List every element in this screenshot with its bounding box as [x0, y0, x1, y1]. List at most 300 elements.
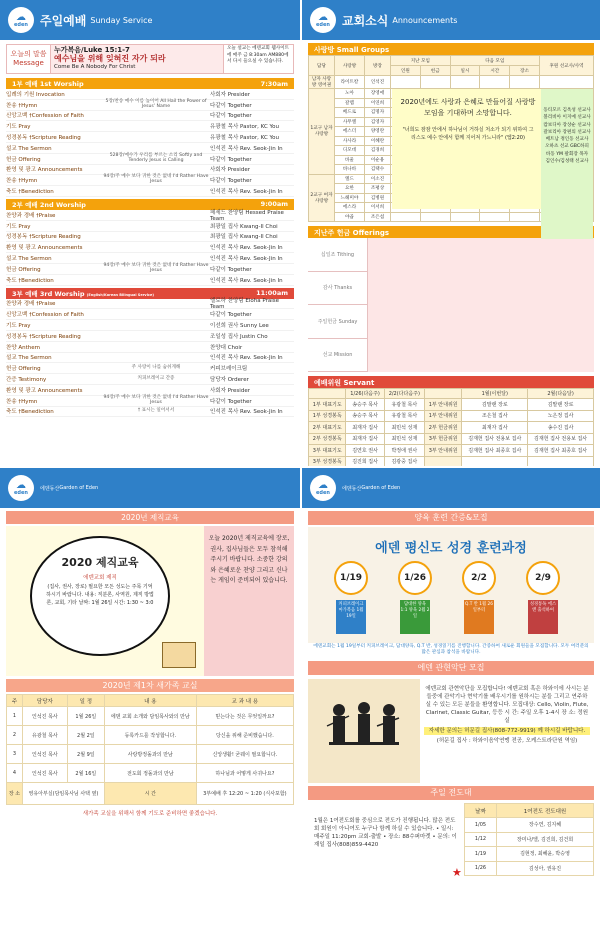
servant-row [309, 433, 594, 445]
schedule-cell: 당신을 위해 준비했습니다. [196, 726, 293, 745]
worship-order-row [6, 100, 294, 111]
worship-order-row [6, 221, 294, 232]
group-name: 디모데 [335, 146, 365, 156]
date-circle-2: 1/26 [398, 561, 432, 595]
sermon-title-ko: 예수님을 위해 잊혀진 자가 되라 [54, 53, 166, 63]
servant-cell: 김말랜 장로 [462, 399, 528, 411]
servant-cell: 박정애 권사 [384, 445, 424, 457]
evangelism-row [465, 818, 594, 833]
servant-cell: 유광철 목사 [384, 399, 424, 411]
offerings-amount-area [368, 238, 594, 372]
group-cell [391, 76, 421, 89]
order-item: 성경봉독 †Scripture Reading [6, 333, 81, 340]
schedule-cell: 인석진 목사 [23, 707, 68, 726]
order-leader: 인석진 목사 Rev. Seok-Jin In [210, 145, 283, 152]
group-host: 이연희 [365, 98, 391, 108]
eden-logo: ☁ eden [310, 7, 336, 33]
order-leader: 인석진 목사 Rev. Seok-Jin In [210, 189, 283, 196]
group-cell [420, 212, 450, 222]
sg-col-host: 방장 [365, 56, 391, 76]
evangelism-bar: 주일 전도대 [308, 786, 594, 800]
sg-sub-date: 일시 [450, 66, 480, 76]
sg-col-group: 사랑방 [335, 56, 365, 76]
sunday-service-title-ko: 주일예배 [40, 13, 87, 28]
schedule-cell: 2월 2일 [67, 726, 104, 745]
worship-order-row [6, 264, 294, 275]
order-item: 기도 Pray [6, 223, 31, 230]
servant-cell: 김진희 집사 [346, 456, 384, 466]
sg-col-mission: 후원 선교사/사역 [540, 56, 594, 76]
schedule-cell: 유광철 목사 [23, 726, 68, 745]
order-leader: 다같이 Together [210, 113, 252, 120]
order-hymn: 94장/주 예수 보다 귀한 것은 없네 I'd Rather Have Jesus [103, 263, 209, 273]
order-item: 간증 Testimony [6, 377, 47, 384]
sunday-service-title-en: Sunday Service [90, 15, 153, 25]
group-cell [510, 212, 540, 222]
garden-title-en: Garden of Eden [361, 485, 401, 491]
garden-of-eden-panel-right [302, 468, 600, 927]
order-hymn: 528장/예수가 우리를 부르는 소리 Softly and Tenderly Jesus is Calling [109, 152, 203, 163]
date-circle-3: 2/2 [462, 561, 496, 595]
servant-row [309, 410, 594, 422]
evan-col-members: 1여전도 전도대원 [497, 804, 594, 818]
servant-cell: 최민석 성재 [384, 433, 424, 445]
announcements-title-ko: 교회소식 [342, 13, 389, 28]
group-english: 남자 사랑방 영어권 [309, 76, 335, 89]
group-name: 바나바 [335, 165, 365, 175]
order-hymn: 커피브레이크 간증 [137, 375, 175, 381]
group-name: 야곱 [335, 212, 365, 222]
offering-sunday: 주일헌금 Sunday [308, 305, 367, 339]
order-hymn: 94장/주 예수 보다 귀한 것은 없네 I'd Rather Have Jesus [103, 394, 209, 405]
worship-order-row [6, 242, 294, 253]
training-title: 2020 제직교육 [61, 556, 139, 569]
group-name: 느헤미야 [335, 193, 365, 203]
servant-row [309, 422, 594, 434]
evangelism-cell: 장미나/엘, 김진희, 김건희 [497, 832, 594, 847]
servant-cell: 최재자 집사 [346, 422, 384, 434]
worship-order-row [6, 232, 294, 243]
group-name: 베드로 [335, 108, 365, 118]
orchestra-recruit [308, 679, 594, 783]
worship-order-row [6, 407, 294, 418]
order-item: 입례의 기원 Invocation [6, 91, 65, 98]
order-item: 축도 †Benediction [6, 277, 54, 284]
order-item: 환영 및 광고 Announcements [6, 245, 83, 252]
bible-training-title: 에덴 평신도 성경 훈련과정 [375, 541, 527, 556]
schedule-cell: 인석진 목사 [23, 764, 68, 783]
schedule-cell: 2월 9일 [67, 745, 104, 764]
evangelism-row [465, 847, 594, 862]
sg-col-last: 지난 모임 [391, 56, 451, 66]
verse-reference: 누가복음/Luke 15:1-7 [54, 46, 130, 54]
offering-thanks: 감사 Thanks [308, 272, 367, 306]
servant-cell: 3부 헌금위원 [424, 433, 461, 445]
group-name: 갈렙 [335, 98, 365, 108]
worship-order-row [6, 363, 294, 374]
servant-cell: 3부 대표기도 [309, 445, 346, 457]
order-item: 기도 Pray [6, 124, 31, 131]
worship-order-row [6, 320, 294, 331]
announcements-header [302, 0, 600, 40]
servant-cell: 송승주 목사 [346, 399, 384, 411]
schedule-cell: 믿는다는 것은 무엇일까요? [196, 707, 293, 726]
worship-3-subtitle: (English/Korean Bilingual Service) [86, 292, 154, 297]
schedule-cell: 전도회 정돌과의 만남 [104, 764, 196, 783]
worship-order-row [6, 309, 294, 320]
sg-sub-offering: 헌금 [420, 66, 450, 76]
servant-cell: 최재자 집사 [462, 422, 528, 434]
servant-cell: 김재헌 집사 최종호 집사 [528, 445, 594, 457]
sermon-replay-note: 오늘 설교는 에덴교회 웹사이트에 매주 금 8:30am AM880에서 다시 들으실 수 있습니다. [223, 45, 293, 73]
evangelism-team [308, 803, 594, 907]
servant-cell: 3부 안내위원 [424, 445, 461, 457]
order-item: 찬송 †Hymn [6, 178, 38, 185]
order-leader: 인석진 목사 Rev. Seok-Jin In [210, 256, 283, 263]
star-icon: ★ [452, 866, 462, 879]
training-invitation: 오늘 2020년 제직교육에 장로, 권사, 집사님들은 모두 참석해 주시기 바랍니다. 소중한 강의와 은혜로운 찬양 그리고 신나는 게임이 준비되어 있습니다. [204, 526, 294, 676]
sg-col-next: 다음 모임 [450, 56, 539, 66]
servant-cell: 최민석 성재 [384, 422, 424, 434]
order-item: 신앙고백 †Confession of Faith [6, 113, 84, 120]
worship-order-row [6, 121, 294, 132]
offering-tithing: 십일조 Tithing [308, 238, 367, 272]
group-name: 사무엘 [335, 117, 365, 127]
order-item: 찬양과 경배 †Praise [6, 212, 56, 219]
speech-bubble [30, 536, 170, 656]
schedule-row [7, 745, 294, 764]
today-message [6, 44, 294, 74]
small-groups-message [392, 89, 544, 209]
class-place: 영유아부실(담임목사님 사택 옆) [23, 783, 105, 805]
schedule-cell: 신앙생활! 굳웨이 필요합니다. [196, 745, 293, 764]
schedule-cell: 에덴 교회 소개와 담임목사와의 만남 [104, 707, 196, 726]
order-item: 성경봉독 †Scripture Reading [6, 234, 81, 241]
bible-training-banner [308, 527, 594, 643]
worship-order-row [6, 299, 294, 310]
order-leader: 유광철 목사 Pastor, KC You [210, 135, 280, 142]
group-host: 이순용 [365, 155, 391, 165]
servant-cell: 김재헌 집사 최종호 집사 [462, 445, 528, 457]
worship-order-row [6, 186, 294, 197]
evan-col-date: 날짜 [465, 804, 497, 818]
garden-of-eden-panel-left [0, 468, 300, 927]
order-item: 설교 The Sermon [6, 256, 52, 263]
date-circle-1: 1/19 [334, 561, 368, 595]
servant-cell: 노은정 집사 [528, 410, 594, 422]
sermon-title-en: Come Be A Nobody For Christ [54, 64, 136, 70]
new-family-schedule [6, 694, 294, 805]
worship-order-row [6, 396, 294, 407]
servant-cell: 송승주 목사 [346, 410, 384, 422]
date-circle-4: 2/9 [526, 561, 560, 595]
program-box-3: Q.T 반 1월 26일부터 [464, 600, 494, 634]
garden-title-ko: 에덴동산 [40, 485, 60, 492]
servant-col [424, 389, 461, 399]
orchestra-footnote: (허문길 집사 : 하와이음악연맹 전공, 오케스트라단원 역임) [436, 738, 578, 744]
officer-training-bar: 2020년 제직교육 [6, 511, 294, 524]
servant-col: 1월(이번달) [462, 389, 528, 399]
schedule-cell: 4 [7, 764, 23, 783]
class-time: 3부예배 후 12:20 ~ 1:20 (식사포함) [196, 783, 293, 805]
schedule-row [7, 707, 294, 726]
evangelism-cell: 1/19 [465, 847, 497, 862]
sg-sub-time: 시간 [480, 66, 510, 76]
group-host: 이서희 [365, 203, 391, 213]
group-host: 김택수 [365, 165, 391, 175]
servant-cell: 김재헌 집사 전용보 집사 [462, 433, 528, 445]
announcements-title-en: Announcements [392, 15, 458, 25]
order-item: 축도 †Benediction [6, 189, 54, 196]
schedule-cell: 인석진 목사 [23, 745, 68, 764]
worship-order-row [6, 132, 294, 143]
group-cell [391, 212, 421, 222]
evangelism-cell: 1/12 [465, 832, 497, 847]
small-groups-title: 사랑방 Small Groups [308, 43, 594, 55]
servant-cell: 김말랜 장로 [528, 399, 594, 411]
servant-cell: 송수진 집사 [528, 422, 594, 434]
servant-row [309, 456, 594, 466]
order-leader: 이선희 권사 Sunny Lee [210, 323, 269, 330]
order-leader: 인석진 목사 Rev. Seok-Jin In [210, 355, 283, 362]
worship-3-order [0, 299, 300, 418]
message-label-ko: 오늘의 말씀 [10, 50, 47, 58]
servant-col: 1/26(다음주) [346, 389, 384, 399]
garden-title-ko: 에덴동산 [342, 485, 362, 492]
place-label: 장 소 [7, 783, 23, 805]
servant-row [309, 445, 594, 457]
order-item: 축도 †Benediction [6, 409, 54, 416]
announcements-panel [302, 0, 600, 466]
servant-col: 2월(다음달) [528, 389, 594, 399]
order-item: 찬송 †Hymn [6, 102, 38, 109]
garden-header-left [0, 468, 300, 508]
worship-order-row [6, 210, 294, 221]
worship-2-title: 2부 예배 2nd Worship [12, 200, 86, 209]
group-host: 조은섭 [365, 212, 391, 222]
group-name: 엘드 [335, 174, 365, 184]
evangelism-row [465, 861, 594, 876]
servant-cell: 1부 성경봉독 [309, 410, 346, 422]
order-hymn: 5장/찬송 예수 이름 높이어 All Hail the Power of Jesus' Name [105, 98, 207, 109]
group-cell [510, 76, 540, 89]
eden-logo: ☁ eden [8, 475, 34, 501]
schedule-col: 주 [7, 695, 23, 707]
worship-order-row [6, 111, 294, 122]
small-groups-hope: 2020년에도 사랑과 은혜로 만들어질 사랑방 모임을 기대하며 소망합니다. [400, 98, 536, 117]
servant-cell [462, 456, 528, 466]
servant-cell: 김광중 집사 [384, 456, 424, 466]
order-item: 신앙고백 †Confession of Faith [6, 312, 84, 319]
group-host: 장영애 [365, 89, 391, 99]
servant-cell: 유광철 목사 [384, 410, 424, 422]
order-item: 헌금 Offering [6, 266, 41, 273]
sunday-service-header [0, 0, 300, 40]
worship-order-row [6, 331, 294, 342]
servant-cell: 1부 안내위원 [424, 399, 461, 411]
servant-cell [528, 456, 594, 466]
new-family-class-bar: 2020년 제1차 새가족 교실 [6, 679, 294, 692]
group-host: 김영자 [365, 117, 391, 127]
order-item: 환영 및 광고 Announcements [6, 167, 83, 174]
servant-row [309, 399, 594, 411]
worship-2-order [0, 210, 300, 286]
training-body: (집사, 권사, 장로) 필요한 모든 성도는 주목 기억하시기 바랍니다. 내용: 직분론, 사역원, 제직 방법론, 교회, 기타 날짜: 1월 26일 시간: 1:30 ~ 3:0 [46, 584, 154, 606]
schedule-cell: 1 [7, 707, 23, 726]
worship-1-time: 7:30am [260, 79, 288, 88]
schedule-cell: 2 [7, 726, 23, 745]
order-leader: 다같이 Together [210, 178, 252, 185]
evangelism-cell: 김성아, 권유진 [497, 861, 594, 876]
worship-order-row [6, 374, 294, 385]
group-name: 노아 [335, 89, 365, 99]
evangelism-cell: 김현정, 최혜윤, 박승영 [497, 847, 594, 862]
program-box-4: 성경통독 에스 앤 출석하여 [528, 600, 558, 634]
group-district-1: 1교구 남자 사랑방 [309, 89, 335, 175]
training-recruit-bar: 양육 훈련 간증&모집 [308, 511, 594, 525]
order-leader: 인석진 목사 Rev. Seok-Jin In [210, 245, 283, 252]
schedule-col: 내 용 [104, 695, 196, 707]
order-leader: 헤세드 찬양팀 Hessed Praise Team [210, 209, 284, 222]
group-cell [540, 76, 594, 89]
order-leader: 최광일 집사 Kwang-Il Choi [210, 223, 278, 230]
group-cell [450, 212, 480, 222]
small-groups-verse: "너희도 잠잠 안에서 하나님이 거하실 처소가 되기 위하여 그리스도 예수 안에서 함께 지어져 가느니라" (엡2:20) [402, 127, 534, 141]
servant-cell: 2부 성경봉독 [309, 433, 346, 445]
order-item: 찬송 †Hymn [6, 398, 38, 405]
worship-3-time: 11:00am [256, 289, 288, 298]
small-group-row [309, 76, 594, 89]
order-leader: 사회자 Presider [210, 167, 250, 174]
officer-training [6, 526, 294, 676]
sg-col-leader: 담당 [309, 56, 335, 76]
group-name: 라이트칼 [335, 76, 365, 89]
order-leader: 유광철 목사 Pastor, KC You [210, 124, 280, 131]
worship-order-row [6, 342, 294, 353]
group-host: 김경희 [365, 146, 391, 156]
garden-header-right [302, 468, 600, 508]
order-leader: 다같이 Together [210, 156, 252, 163]
order-leader: 사회자 Presider [210, 387, 250, 394]
order-hymn: 주 사랑이 나를 숨쉬게해 [131, 364, 181, 370]
group-host: 이혜란 [365, 136, 391, 146]
worship-order-row [6, 175, 294, 186]
group-name: 요한 [335, 184, 365, 194]
garden-title-en: Garden of Eden [59, 485, 99, 491]
order-leader: 최광일 집사 Kwang-Il Choi [210, 234, 278, 241]
worship-order-row [6, 353, 294, 364]
orchestra-bar: 에덴 관현악단 모집 [308, 661, 594, 675]
order-leader: 다같이 Together [210, 312, 252, 319]
supported-missionaries: 동티모르 김옥성 선교사 볼리비아 이지예 선교사 캄보디아 장상순 선교사 갈보리아 장편의 선교사 베트남 정인동 선교사 오하츠 선교 GBC하피바동 YM 팔회장 목자 김인수/김성태 선교사 [541, 89, 593, 239]
order-item: 헌금 Offering [6, 366, 41, 373]
servant-cell: 1부 안내위원 [424, 410, 461, 422]
servant-col [309, 389, 346, 399]
order-item: 설교 The Sermon [6, 145, 52, 152]
worship-3-title: 3부 예배 3rd Worship [12, 289, 85, 298]
schedule-col: 담당자 [23, 695, 68, 707]
orchestra-illustration [308, 679, 420, 783]
eden-logo: ☁ eden [310, 475, 336, 501]
schedule-cell: 2월 16일 [67, 764, 104, 783]
evangelism-description: 1월은 1여전도회를 중심으로 전도가 진행됩니다. 많은 전도회 회원이 아니여도 누구나 함께 하실 수 있습니다. • 일시: 매주일 11:20pm 교회-출발 • 장소: 88수퍼마켓 • 문의: 이재일 집사(808)859-4420 [314, 818, 457, 848]
violinist-icon [319, 696, 409, 766]
schedule-cell: 1월 26일 [67, 707, 104, 726]
group-name: 바울 [335, 155, 365, 165]
group-host: 조평상 [365, 184, 391, 194]
schedule-row [7, 764, 294, 783]
group-name: 에스라 [335, 203, 365, 213]
order-leader: 다같이 Together [210, 398, 252, 405]
sg-sub-place: 장소 [510, 66, 540, 76]
group-host: 인석진 [365, 76, 391, 89]
worship-1-title: 1부 예배 1st Worship [12, 80, 84, 88]
order-item: 기도 Pray [6, 323, 31, 330]
servant-col: 2/2(다다음주) [384, 389, 424, 399]
evangelism-row [465, 832, 594, 847]
orchestra-contact: 자세한 문의는 허문길 집사(808-772-9919) 께 하시길 바랍니다. [424, 727, 590, 735]
evangelism-cell: 1/05 [465, 818, 497, 833]
servant-cell: 3부 성경봉독 [309, 456, 346, 466]
group-name: 에스더 [335, 127, 365, 137]
servant-cell [424, 456, 461, 466]
group-host: 이소진 [365, 174, 391, 184]
books-illustration [162, 642, 196, 668]
worship-order-row [6, 275, 294, 286]
schedule-row [7, 726, 294, 745]
worship-1-bar [6, 78, 294, 89]
training-subtitle: 에덴교회 제직 [83, 575, 117, 581]
worship-2-time: 9:00am [260, 200, 288, 209]
worship-order-row [6, 154, 294, 165]
group-district-2: 2교구 여자 사랑방 [309, 174, 335, 222]
group-host: 김명자 [365, 108, 391, 118]
order-leader: 조일성 집사 Justin Cho [210, 333, 268, 340]
bible-training-caption: 에덴교회는 1월 19일부터 커피브레이크, 담대양육, Q.T 반, 성경읽기를 진행합니다. 간증하여 새로운 회원들을 모집합니다. 모두 여러분의 많은 관심과 참석을 바랍니다. [313, 644, 589, 655]
evangelism-schedule [464, 803, 594, 876]
offerings-title: 지난주 헌금 Offerings [308, 226, 594, 238]
order-leader: 다같이 Together [210, 102, 252, 109]
offering-mission: 선교 Mission [308, 339, 367, 373]
schedule-col: 교 과 내 용 [196, 695, 293, 707]
servant-cell: 김재헌 집사 전용보 집사 [528, 433, 594, 445]
time-label: 시 간 [104, 783, 196, 805]
group-host: 김병원 [365, 193, 391, 203]
group-name: 사사라 [335, 136, 365, 146]
order-item: 찬양과 경배 †Praise [6, 301, 56, 308]
program-box-2: 담대한 양육 1:1 양육 2월 2일 [400, 600, 430, 634]
schedule-col: 일 정 [67, 695, 104, 707]
order-item: 헌금 Offering [6, 156, 41, 163]
offerings-table [308, 238, 594, 372]
servant-cell: 2부 대표기도 [309, 422, 346, 434]
worship-1-order [0, 89, 300, 197]
servant-cell: 최재자 집사 [346, 433, 384, 445]
group-cell [480, 212, 510, 222]
program-box-1: 커피브레이크 마가복음 1월 19일 [336, 600, 366, 634]
evangelism-cell: 1/26 [465, 861, 497, 876]
order-leader: 인석진 목사 Rev. Seok-Jin In [210, 277, 283, 284]
order-hymn: † 표시는 일어서서 [137, 408, 175, 414]
order-leader: 커피브레이크팀 [210, 366, 248, 373]
group-host: 양영란 [365, 127, 391, 137]
order-item: 설교 The Sermon [6, 355, 52, 362]
order-leader: 다같이 Together [210, 266, 252, 273]
eden-logo: ☁ eden [8, 7, 34, 33]
servant-cell: 1부 대표기도 [309, 399, 346, 411]
order-leader: 엘로하 찬양팀 Eloha Praise Team [210, 298, 279, 311]
new-family-class [6, 694, 294, 817]
